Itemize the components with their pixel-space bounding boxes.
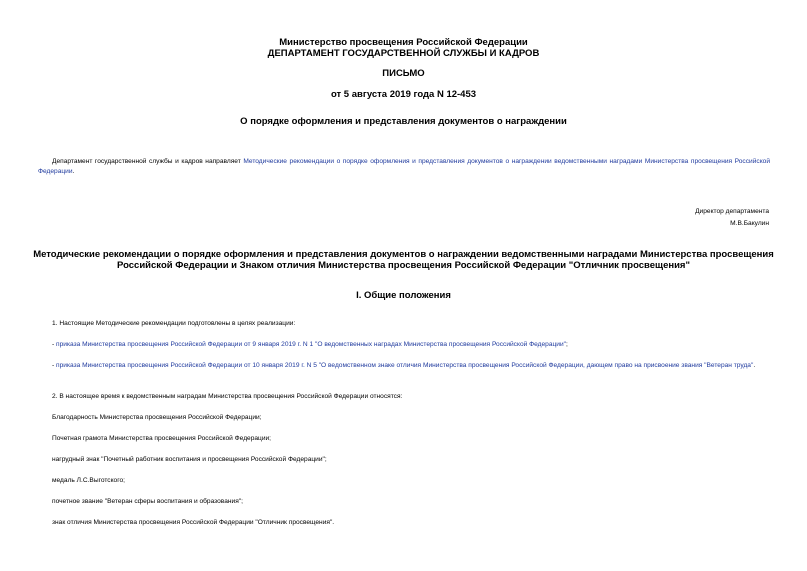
recommendations-link[interactable]: Методические рекомендации о порядке оформления и представления документов о награждении ведомственными наградами Министерства просвещения Российской Федерации — [38, 158, 770, 175]
order-5-link[interactable]: приказа Министерства просвещения Российской Федерации от 10 января 2019 г. N 5 "О ведомственном знаке отличия Министерства просвещения Российской Федерации, дающем право на присвоение звания "Ветеран труда" — [56, 362, 754, 369]
award-item: медаль Л.С.Выготского; — [52, 477, 125, 484]
recommendations-title-line2: Российской Федерации и Знаком отличия Министерства просвещения Российской Федерации "Отличник просвещения" — [117, 260, 690, 271]
recommendations-title-line1: Методические рекомендации о порядке оформления и представления документов о награждении ведомственными наградами Министерства просвещения — [33, 249, 774, 260]
item-end: . — [753, 362, 756, 369]
intro-paragraph — [38, 157, 770, 177]
intro-end: . — [72, 168, 75, 175]
item-prefix: - — [52, 341, 57, 348]
award-item: знак отличия Министерства просвещения Российской Федерации "Отличник просвещения". — [52, 519, 335, 526]
paragraph-2: 2. В настоящее время к ведомственным наградам Министерства просвещения Российской Федерации относятся: — [52, 393, 403, 400]
award-item: Благодарность Министерства просвещения Российской Федерации; — [52, 414, 262, 421]
document-type: ПИСЬМО — [382, 68, 425, 79]
section-title: I. Общие положения — [356, 290, 451, 301]
document-date-number: от 5 августа 2019 года N 12-453 — [330, 89, 477, 100]
signature-name: М.В.Бакулин — [730, 220, 769, 227]
signature-position: Директор департамента — [695, 208, 769, 215]
document-subject: О порядке оформления и представления документов о награждении — [240, 116, 567, 127]
item-prefix: - — [52, 362, 57, 369]
order-1-link[interactable]: приказа Министерства просвещения Российской Федерации от 9 января 2019 г. N 1 "О ведомственных наградах Министерства просвещения Российской Федерации" — [56, 341, 566, 348]
ministry-name: Министерство просвещения Российской Федерации — [279, 37, 528, 48]
list-item — [38, 361, 770, 371]
paragraph-1: 1. Настоящие Методические рекомендации подготовлены в целях реализации: — [52, 320, 296, 327]
item-end: ; — [566, 341, 568, 348]
list-item — [52, 340, 568, 350]
department-name: ДЕПАРТАМЕНТ ГОСУДАРСТВЕННОЙ СЛУЖБЫ И КАДРОВ — [267, 48, 540, 59]
award-item: почетное звание "Ветеран сферы воспитания и образования"; — [52, 498, 243, 505]
award-item: Почетная грамота Министерства просвещения Российской Федерации; — [52, 435, 272, 442]
award-item: нагрудный знак "Почетный работник воспитания и просвещения Российской Федерации"; — [52, 456, 327, 463]
intro-text: Департамент государственной службы и кадров направляет — [52, 158, 244, 165]
